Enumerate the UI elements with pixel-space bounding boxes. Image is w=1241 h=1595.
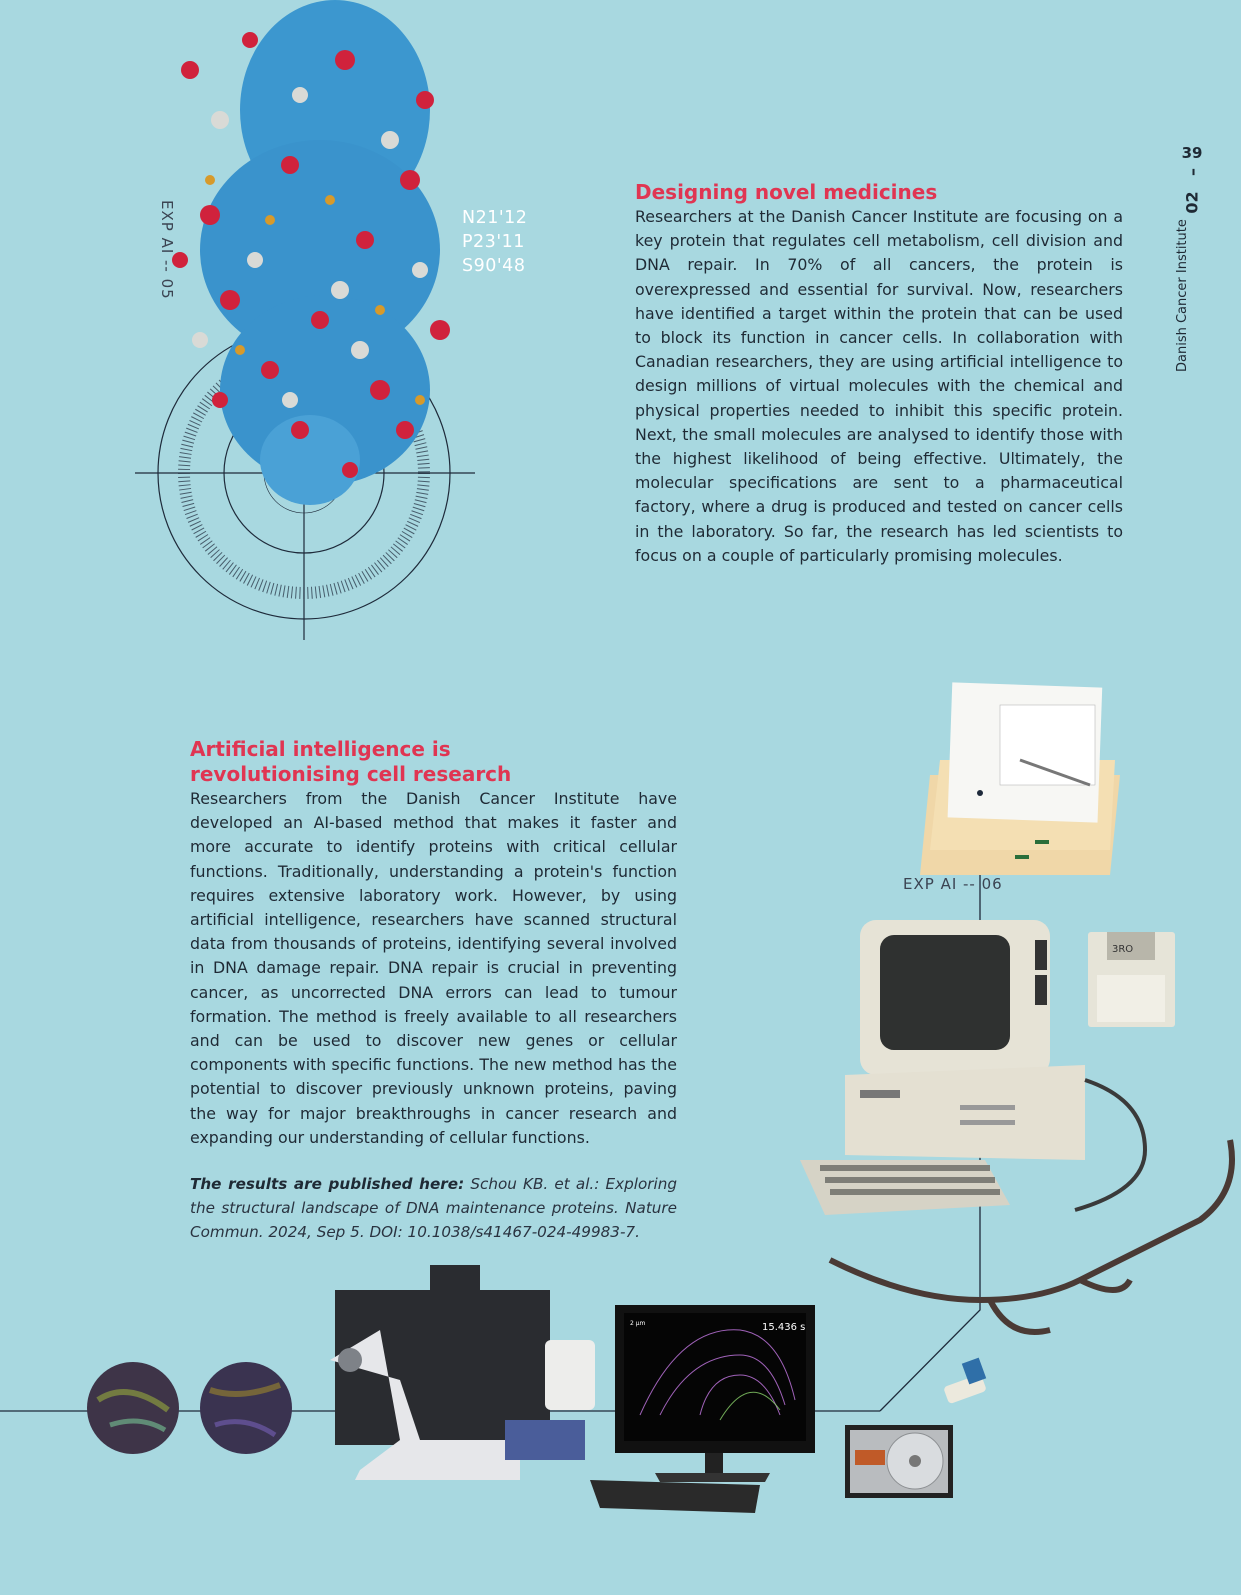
usb-stick — [943, 1358, 987, 1405]
separator: – — [1185, 168, 1204, 176]
section2-title-line1: Artificial intelligence is — [190, 737, 451, 761]
lab-monitor — [590, 1305, 815, 1513]
tissue-image-2 — [200, 1362, 292, 1454]
chapter-number: 02 — [1182, 191, 1202, 214]
microscope — [330, 1265, 595, 1480]
figure2-label: EXP AI -- 06 — [903, 875, 1003, 893]
section1-title: Designing novel medicines — [635, 180, 938, 204]
coordinate-n: N21'12 — [462, 208, 528, 228]
figure1-label: EXP AI -- 05 — [158, 200, 176, 300]
protein-molecule — [172, 0, 450, 505]
coordinate-s: S90'48 — [462, 256, 526, 276]
floppy-label: 3RO — [1112, 944, 1134, 955]
file-folders — [920, 682, 1120, 875]
institute-name: Danish Cancer Institute — [1175, 219, 1190, 372]
tissue-image-1 — [87, 1362, 179, 1454]
section2-body: Researchers from the Danish Cancer Institute have developed an AI-based method that makes it faster and more accurate to identify proteins with critical cellular functions. Traditionally, understanding a protein's function requires extensive laboratory work. However, by using artificial intelligence, researchers have scanned structural data from thousands of proteins, identifying several involved in DNA damage repair. DNA repair is crucial in preventing cancer, as uncorrected DNA errors can lead to tumour formation. The method is freely available to all researchers and can be used to discover new genes or cellular components with specific functions. The new method has the potential to discover previously unknown proteins, paving the way for major breakthroughs in cancer research and expanding our understanding of cellular functions. — [190, 789, 677, 1147]
reference-label: The results are published here: — [190, 1175, 465, 1194]
coordinates — [462, 206, 527, 278]
floppy-disk — [1088, 932, 1175, 1027]
protein-figure — [120, 0, 540, 650]
page-number: 39 — [1181, 144, 1203, 162]
section-designing-medicines — [635, 180, 1123, 568]
screen-time: 15.436 s — [762, 1322, 806, 1333]
reference-citation: Schou KB. et al.: Exploring the structural landscape of DNA maintenance proteins. Nature Commun. 2024, Sep 5. DOI: 10.1038/s41467-024-49983-7. — [190, 1175, 677, 1242]
screen-scale: 2 µm — [630, 1320, 646, 1327]
section1-body: Researchers at the Danish Cancer Institute are focusing on a key protein that regulates cell metabolism, cell division and DNA repair. In 70% of all cancers, the protein is overexpressed and essential for survival. Now, researchers have identified a target within the protein that can be used to block its function in cancer cells. In collaboration with Canadian researchers, they are using artificial intelligence to design millions of virtual molecules with the chemical and physical properties needed to inhibit this specific protein. Next, the small molecules are analysed to identify those with the highest likelihood of being effective. Ultimately, the molecular specifications are sent to a pharmaceutical factory, where a drug is produced and tested on cancer cells in the laboratory. So far, the research has led scientists to focus on a couple of particularly promising molecules. — [635, 207, 1123, 565]
section2-title-line2: revolutionising cell research — [190, 762, 512, 786]
hard-drive — [845, 1425, 953, 1498]
equipment-figure — [0, 680, 1241, 1560]
coordinate-p: P23'11 — [462, 232, 525, 252]
